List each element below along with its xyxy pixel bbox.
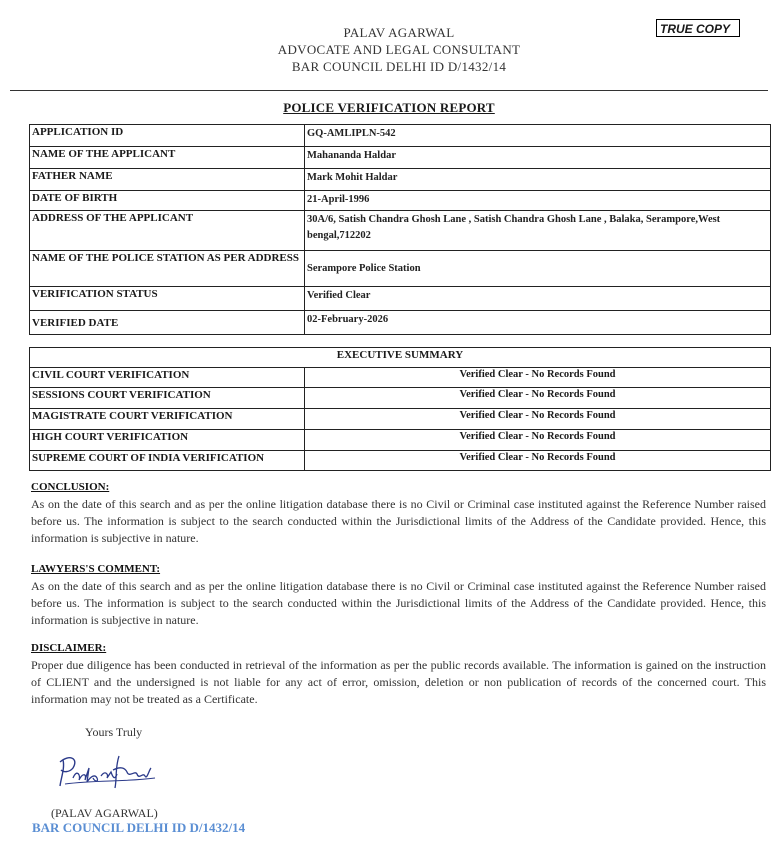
- court-status: Verified Clear - No Records Found: [305, 430, 771, 451]
- disclaimer-text: Proper due diligence has been conducted in retrieval of the information as per the public records available. The information is gained on the instruction of CLIENT and the undersigned is not liable for any act of error, omission, deletion or non publication of records of the concerned court. This information may not be treated as a Certificate.: [31, 658, 766, 706]
- table-row: [30, 451, 771, 471]
- court-label: CIVIL COURT VERIFICATION: [30, 368, 305, 388]
- table-row: [30, 147, 771, 169]
- table-row: [30, 125, 771, 147]
- field-label: VERIFICATION STATUS: [30, 287, 305, 311]
- signatory-bar-id: BAR COUNCIL DELHI ID D/1432/14: [32, 820, 246, 835]
- court-status: Verified Clear - No Records Found: [305, 368, 771, 388]
- advocate-title: ADVOCATE AND LEGAL CONSULTANT: [277, 42, 521, 57]
- table-row: [30, 311, 771, 335]
- signature-image: [55, 748, 165, 798]
- field-value: Verified Clear: [305, 287, 771, 311]
- table-header-row: [30, 348, 771, 368]
- court-label: SESSIONS COURT VERIFICATION: [30, 388, 305, 409]
- advocate-bar-id: BAR COUNCIL DELHI ID D/1432/14: [291, 59, 507, 74]
- executive-summary-table: [29, 347, 771, 471]
- table-row: [30, 409, 771, 430]
- field-value: 30A/6, Satish Chandra Ghosh Lane , Satish Chandra Ghosh Lane , Balaka, Serampore,West bengal,712202: [305, 211, 771, 251]
- court-status: Verified Clear - No Records Found: [305, 451, 771, 471]
- field-label: APPLICATION ID: [30, 125, 305, 147]
- field-value: Mark Mohit Haldar: [305, 169, 771, 191]
- field-value: 21-April-1996: [305, 191, 771, 211]
- advocate-name: PALAV AGARWAL: [343, 25, 455, 40]
- court-label: SUPREME COURT OF INDIA VERIFICATION: [30, 451, 305, 471]
- table-row: [30, 251, 771, 287]
- field-label: DATE OF BIRTH: [30, 191, 305, 211]
- table-row: [30, 388, 771, 409]
- field-value: Serampore Police Station: [305, 251, 771, 287]
- field-label: FATHER NAME: [30, 169, 305, 191]
- conclusion-text: As on the date of this search and as per the online litigation database there is no Civil or Criminal case instituted against the Reference Number raised before us. The information is subject to the search conducted within the Jurisdictional limits of the Address of the Candidate provided. Hence, this information is subjective in nature.: [31, 497, 766, 545]
- disclaimer-section: [31, 640, 766, 708]
- disclaimer-label: DISCLAIMER:: [31, 642, 107, 654]
- field-value: GQ-AMLIPLN-542: [305, 125, 771, 147]
- report-title: POLICE VERIFICATION REPORT: [283, 100, 495, 115]
- field-label: VERIFIED DATE: [30, 311, 305, 335]
- court-label: HIGH COURT VERIFICATION: [30, 430, 305, 451]
- court-status: Verified Clear - No Records Found: [305, 409, 771, 430]
- lawyers-comment-section: [31, 561, 766, 629]
- court-label: MAGISTRATE COURT VERIFICATION: [30, 409, 305, 430]
- lawyers-comment-label: LAWYERS'S COMMENT:: [31, 563, 161, 575]
- yours-truly: Yours Truly: [85, 725, 143, 739]
- field-value: Mahananda Haldar: [305, 147, 771, 169]
- true-copy-stamp: TRUE COPY: [656, 19, 740, 37]
- executive-summary-heading: EXECUTIVE SUMMARY: [30, 348, 771, 368]
- conclusion-label: CONCLUSION:: [31, 481, 110, 493]
- table-row: [30, 287, 771, 311]
- table-row: [30, 368, 771, 388]
- table-row: [30, 430, 771, 451]
- field-label: NAME OF THE POLICE STATION AS PER ADDRESS: [30, 251, 305, 287]
- header-divider: [10, 90, 768, 91]
- court-status: Verified Clear - No Records Found: [305, 388, 771, 409]
- table-row: [30, 169, 771, 191]
- field-label: NAME OF THE APPLICANT: [30, 147, 305, 169]
- field-label: ADDRESS OF THE APPLICANT: [30, 211, 305, 251]
- signatory-name: (PALAV AGARWAL): [51, 806, 158, 820]
- table-row: [30, 191, 771, 211]
- lawyers-comment-text: As on the date of this search and as per the online litigation database there is no Civil or Criminal case instituted against the Reference Number raised before us. The information is subject to the search conducted within the Jurisdictional limits of the Address of the Candidate provided. Hence, this information is subjective in nature.: [31, 579, 766, 627]
- conclusion-section: [31, 479, 766, 547]
- table-row: [30, 211, 771, 251]
- field-value: 02-February-2026: [305, 311, 771, 335]
- details-table: [29, 124, 771, 335]
